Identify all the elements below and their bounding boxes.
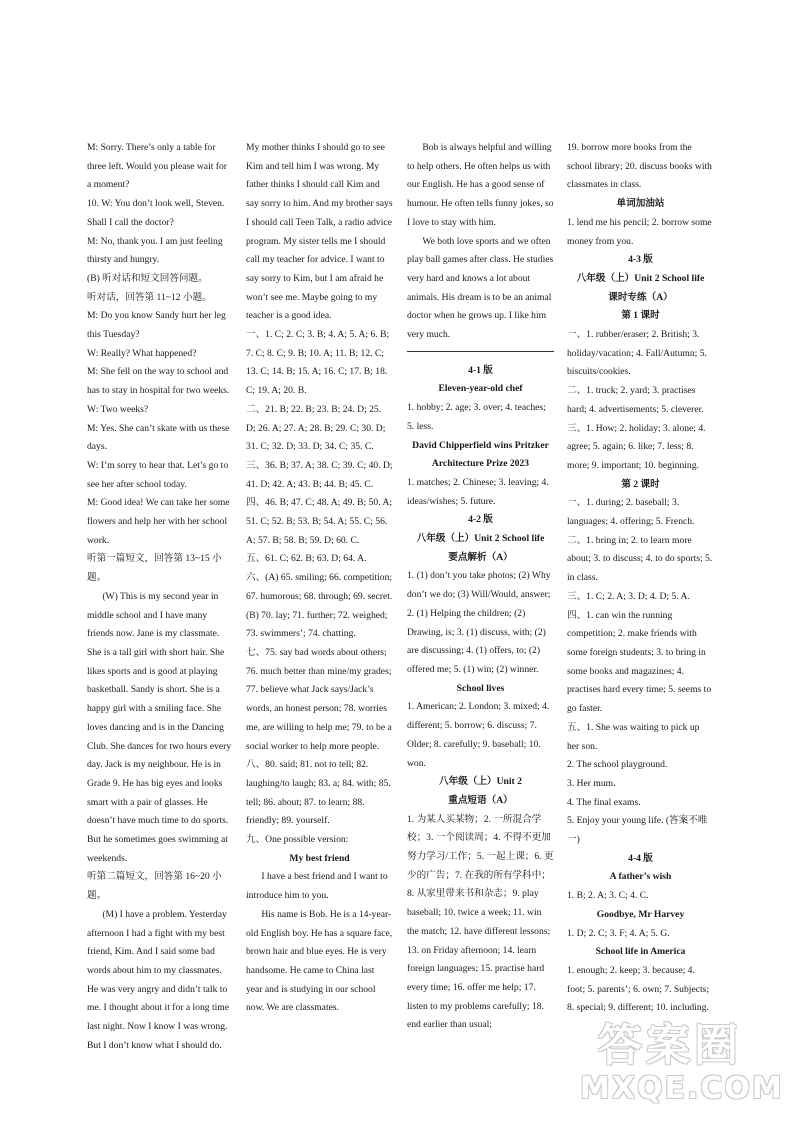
transcript-line: 10. W: You don’t look well, Steven. Shall I call the doctor?: [87, 198, 225, 228]
answer-line: 1. matches; 2. Chinese; 3. leaving; 4. ideas/wishes; 5. future.: [407, 476, 549, 507]
answer-line: 1. American; 2. London; 3. mixed; 4. different; 5. borrow; 6. discuss; 7. Older; 8. carefully; 9. baseball; 10. won.: [407, 701, 550, 769]
transcript-line: M: Yes. She can’t skate with us these days.: [87, 422, 230, 453]
unit-heading: 八年级（上）Unit 2 School life: [576, 272, 705, 284]
site-watermark: [580, 1009, 784, 1119]
essay-paragraph: His name is Bob. He is a 14-year-old English boy. He has a square face, brown hair and blue eyes. He is very handsome. He came to China last year and is studying in our school now. We are classmates.: [246, 908, 393, 1014]
section-instruction: 听对话，回答第 11~12 小题。: [87, 291, 212, 303]
lesson-heading: 第 1 课时: [621, 310, 660, 322]
answer-line: 五、61. C; 62. B; 63. D; 64. A.: [246, 553, 367, 565]
edition-heading: 4-1 版: [468, 364, 493, 376]
transcript-line: M: Do you know Sandy hurt her leg this Tuesday?: [87, 310, 226, 341]
transcript-line: W: Really? What happened?: [87, 347, 197, 359]
transcript-line: M: No, thank you. I am just feeling thirsty and hungry.: [87, 235, 223, 266]
passage-paragraph: My mother thinks I should go to see Kim and tell him I was wrong. My father thinks I should call Kim and say sorry to him. And my brother says I should call Teen Talk, a radio advice program. My sister tells me I should call my teacher for advice. I want to say sorry to Kim, but I am afraid he won’t see me. Maybe going to my teacher is a good idea.: [246, 142, 393, 322]
section-divider: [407, 351, 554, 352]
answer-line: 一、1. rubber/eraser; 2. British; 3. holiday/vacation; 4. Fall/Autumn; 5. biscuits/cookies.: [567, 329, 707, 378]
section-instruction: 听第一篇短文，回答第 13~15 小题。: [87, 553, 222, 584]
edition-heading: 4-3 版: [628, 254, 653, 266]
transcript-line: W: Two weeks?: [87, 403, 149, 415]
answer-line: 2. The school playground.: [567, 759, 668, 771]
column-1: [87, 139, 233, 1055]
answer-line: 七、75. say bad words about others; 76. much better than mine/my grades; 77. believe what Jack says/Jack’s words, an honest person; 78. worries me, are willing to help me; 79. to be a social worker to help more people.: [246, 646, 392, 752]
essay-paragraph: We both love sports and we often play ball games after class. He studies very hard and knows a lot about animals. His dream is to be an animal doctor when he grows up. I like him very much.: [407, 235, 554, 341]
article-title: Eleven-year-old chef: [438, 383, 523, 395]
article-title: David Chipperfield wins Pritzker Architecture Prize 2023: [412, 439, 549, 470]
transcript-line: M: She fell on the way to school and has to stay in hospital for two weeks.: [87, 366, 230, 397]
answer-line: 三、1. C; 2. A; 3. D; 4. D; 5. A.: [567, 590, 690, 602]
lesson-heading: 第 2 课时: [621, 478, 660, 490]
sub-heading: 要点解析（A）: [448, 551, 513, 563]
column-4: [567, 139, 714, 1018]
edition-heading: 4-2 版: [468, 514, 493, 526]
unit-heading: 八年级（上）Unit 2 School life: [416, 533, 545, 545]
answer-line: 八、80. said; 81. not to tell; 82. laughing/to laugh; 83. a; 84. with; 85. tell; 86. about; 87. to learn; 88. friendly; 89. yourself.: [246, 759, 391, 827]
answer-line: 六、(A) 65. smiling; 66. competition; 67. humorous; 68. through; 69. secret. (B) 70. lay; 71. further; 72. weighed; 73. swimmers’; 74. chatting.: [246, 572, 393, 640]
answer-line: 二、1. truck; 2. yard; 3. practises hard; 4. advertisements; 5. cleverer.: [567, 385, 704, 415]
answer-line: 一、1. C; 2. C; 3. B; 4. A; 5. A; 6. B; 7. C; 8. C; 9. B; 10. A; 11. B; 12. C; 13. C; 14. B; 15. A; 16. C; 17. B; 18. C; 19. A; 20. B.: [246, 329, 390, 397]
answer-line: 1. enough; 2. keep; 3. because; 4. foot; 5. parents’; 6. own; 7. Subjects; 8. special; 9. different; 10. including.: [567, 964, 710, 1014]
essay-paragraph: I have a best friend and I want to introduce him to you.: [246, 871, 388, 902]
answer-line: 19. borrow more books from the school library; 20. discuss books with classmates in class.: [567, 142, 712, 191]
answer-line: 三、1. How; 2. holiday; 3. alone; 4. agree; 5. again; 6. like; 7. less; 8. more; 9. important; 10. beginning.: [567, 422, 706, 471]
answer-line: 4. The final exams.: [567, 796, 641, 808]
unit-heading: 八年级（上）Unit 2: [439, 776, 522, 788]
answer-line: 五、1. She was waiting to pick up her son.: [567, 721, 700, 752]
article-title: School lives: [456, 682, 505, 694]
answer-line: 一、1. during; 2. baseball; 3. languages; 4. offering; 5. French.: [567, 497, 695, 528]
answer-line: 1. lend me his pencil; 2. borrow some money from you.: [567, 216, 712, 247]
transcript-line: M: Sorry. There’s only a table for three left. Would you please wait for a moment?: [87, 142, 227, 191]
vocab-heading: 单词加油站: [616, 198, 665, 210]
edition-heading: 4-4 版: [628, 852, 653, 864]
answer-line: 1. D; 2. C; 3. F; 4. A; 5. G.: [567, 927, 670, 939]
section-instruction: 听第二篇短文，回答第 16~20 小题。: [87, 871, 222, 902]
article-title: School life in America: [595, 946, 686, 958]
sub-heading: 课时专练（A）: [608, 291, 673, 303]
sub-heading: 重点短语（A）: [448, 794, 513, 806]
essay-paragraph: Bob is always helpful and willing to help others. He often helps us with our English. He has a good sense of humour. He often tells funny jokes, so I love to stay with him.: [407, 142, 554, 228]
answer-line: 四、46. B; 47. C; 48. A; 49. B; 50. A; 51. C; 52. B; 53. B; 54. A; 55. C; 56. A; 57. B; 58. B; 59. D; 60. C.: [246, 497, 393, 546]
passage-paragraph: (W) This is my second year in middle school and I have many friends now. Jane is my classmate. She is a tall girl with short hair. She likes sports and is good at playing basketball. Sandy is short. She is a happy girl with a smiling face. She loves dancing and is in the Dancing Club. She dances for two hours every day. Jack is my neighbour. He is in Grade 9. He has big eyes and looks smart with a pair of glasses. He doesn’t have much time to do sports. But he sometimes goes swimming at weekends.: [87, 590, 232, 864]
transcript-line: W: I’m sorry to hear that. Let’s go to see her after school today.: [87, 459, 229, 490]
article-title: A father’s wish: [609, 871, 672, 883]
answer-line: 二、1. bring in; 2. to learn more about; 3. to discuss; 4. to do sports; 5. in class.: [567, 534, 713, 584]
article-title: Goodbye, Mr Harvey: [596, 908, 685, 920]
answer-line: 5. Enjoy your young life. (答案不唯一): [567, 815, 708, 846]
answer-line: 九、One possible version:: [246, 834, 349, 846]
watermark-url: MXQE.COM: [580, 1071, 784, 1106]
answer-line: 3. Her mum.: [567, 777, 616, 789]
column-3: [407, 139, 554, 1035]
answer-line: 1. (1) don’t you take photos; (2) Why don’t we do; (3) Will/Would, answer; 2. (1) Helping the children; (2) Drawing, is; 3. (1) discuss, with; (2) are discussing; 4. (1) offers, to; (2) offered me; 5. (1) win; (2) winner.: [407, 570, 551, 675]
passage-paragraph: (M) I have a problem. Yesterday afternoon I had a fight with my best friend, Kim. And I said some bad words about him to my classmates. He was very angry and didn’t talk to me. I thought about it for a long time last night. Now I know I was wrong. But I don’t know what I should do.: [87, 908, 230, 1051]
answer-line: 1. 为某人买某物；2. 一所混合学校；3. 一个阅读周；4. 不得不更加努力学习/工作；5. 一起上课；6. 更少的广告；7. 在我的所有学科中；8. 从家里带来书和杂志；9. play baseball; 10. twice a week; 11. win the match; 12. have different lessons; 13. on Friday afternoon; 14. learn foreign languages; 15. practise hard every time; 16. offer me help; 17. listen to my problems carefully; 18. end earlier than usual;: [407, 813, 554, 1031]
answer-line: 1. hobby; 2. age; 3. over; 4. teaches; 5. less.: [407, 402, 546, 432]
answer-line: 二、21. B; 22. B; 23. B; 24. D; 25. D; 26. A; 27. A; 28. B; 29. C; 30. D; 31. C; 32. D; 33. D; 34. C; 35. C.: [246, 403, 386, 453]
answer-line: 1. B; 2. A; 3. C; 4. C.: [567, 890, 649, 902]
essay-title: My best friend: [289, 852, 350, 864]
transcript-line: M: Good idea! We can take her some flowers and help her with her school work.: [87, 497, 230, 546]
watermark-logo-text: 答案圈: [598, 1020, 742, 1071]
answer-line: 三、36. B; 37. A; 38. C; 39. C; 40. D; 41. D; 42. A; 43. B; 44. B; 45. C.: [246, 459, 393, 490]
section-instruction: (B) 听对话和短文回答问题。: [87, 272, 208, 284]
column-2: [246, 139, 393, 1018]
answer-line: 四、1. can win the running competition; 2. make friends with some foreign students; 3. to bring in some books and magazines; 4. practises hard every time; 5. seems to go faster.: [567, 609, 712, 715]
